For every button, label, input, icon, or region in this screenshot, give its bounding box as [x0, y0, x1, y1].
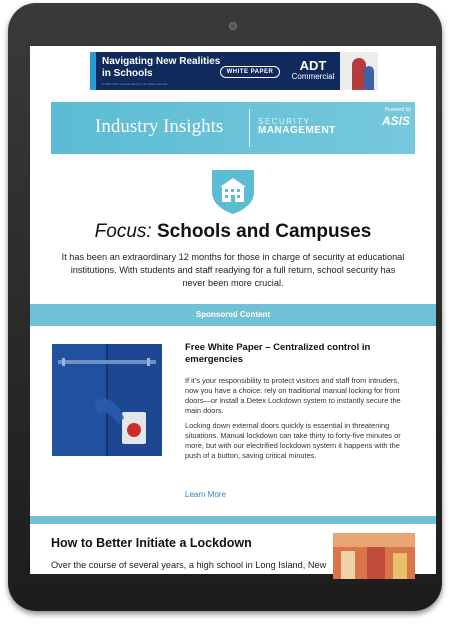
powered-by-label: Powered by [384, 107, 411, 113]
tablet-frame [8, 3, 442, 611]
camera-dot [229, 22, 237, 30]
banner-ad[interactable] [90, 52, 378, 90]
focus-title: Schools and Campuses [156, 221, 372, 242]
sponsored-content-bar: Sponsored Content [30, 304, 436, 326]
masthead [51, 102, 415, 154]
masthead-management: MANAGEMENT [258, 125, 336, 136]
learn-more-link[interactable]: Learn More [185, 490, 226, 499]
focus-heading [30, 221, 436, 243]
masthead-title: Industry Insights [95, 116, 224, 137]
ad-photo-person [364, 66, 374, 90]
article-body: Over the course of several years, a high school in Long Island, New York, ran lockdown drills… [51, 560, 327, 583]
focus-prefix: Focus: [94, 221, 152, 242]
ad-white-paper-button[interactable]: WHITE PAPER [220, 66, 280, 78]
asis-logo: ASIS [381, 114, 410, 128]
email-screen[interactable] [30, 46, 436, 583]
white-paper-paragraph: Locking down external doors quickly is essential in threatening situations. Manual lockdown can take thirty to forty-five minutes or more, but with our electrified lockdown system it happens with the push of a button, saving critical minutes. [185, 421, 401, 460]
section-separator [30, 516, 436, 524]
classroom-photo-thumbnail[interactable] [333, 533, 415, 579]
masthead-security: SECURITY [258, 117, 311, 126]
masthead-divider [249, 109, 250, 147]
white-paper-title: Free White Paper – Centralized control in emergencies [185, 342, 371, 365]
intro-paragraph: It has been an extraordinary 12 months for those in charge of security at educational institutions. With students and staff readying for a full return, school security has never been more crucial. [61, 252, 405, 288]
article-title[interactable]: How to Better Initiate a Lockdown [51, 536, 252, 550]
ad-stripe [90, 52, 96, 90]
school-shield-icon [208, 166, 258, 216]
ad-brand [288, 59, 338, 82]
ad-fine-print: © 2021 ADT Commercial LLC. All rights reserved. [102, 82, 168, 86]
ad-photo [340, 52, 378, 90]
door-push-button-image[interactable] [52, 344, 162, 456]
ad-headline: Navigating New Realities in Schools [102, 56, 221, 79]
ad-brand-sub: Commercial [291, 72, 335, 81]
white-paper-paragraph: If it’s your responsibility to protect visitors and staff from intruders, now you have a choice: rely on traditional manual locking for front doors—or install a Detex Lockdown system to instantly secure the main doors. [185, 376, 401, 415]
ad-brand-logo: ADT [299, 58, 327, 73]
